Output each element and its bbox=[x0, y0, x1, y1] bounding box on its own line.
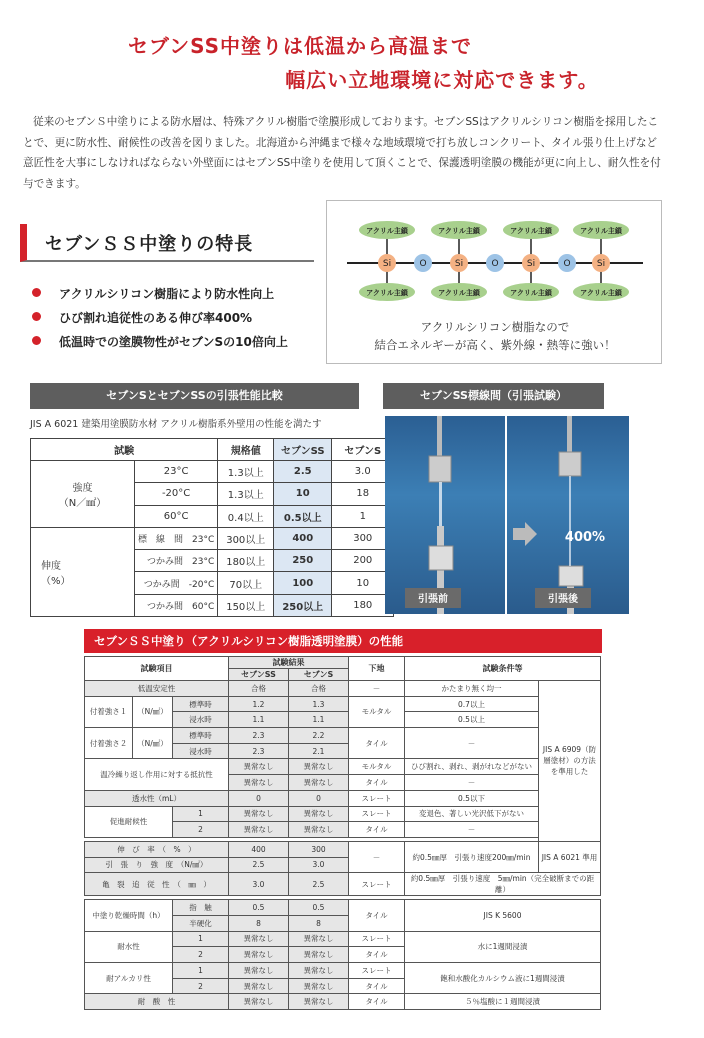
intro-paragraph: 従来のセブンＳ中塗りによる防水層は、特殊アクリル樹脂で塗膜形成しております。セブンSSはアクリルシリコン樹脂を採用したことで、更に防水性、耐候性の改善を図りました。北海道から沖縄まで様々な地域環境で打ち放しコンクリート、タイル張り仕上げなど意匠性を大事にしなければならない外壁面にはセブンSS中塗りを使用して頂くことで、保護透明塗膜の機能が更に向上し、耐久性を付与できます。 bbox=[23, 116, 661, 190]
jis-use-cell: JIS A 6909（防層塗材）の方法を準用した bbox=[539, 681, 601, 842]
svg-text:アクリル主鎖: アクリル主鎖 bbox=[438, 289, 480, 297]
diagram-caption-2: 結合エネルギーが高く、紫外線・熱等に強い！ bbox=[374, 338, 616, 352]
svg-text:アクリル主鎖: アクリル主鎖 bbox=[510, 289, 552, 297]
elong-label: 伸度 （%） bbox=[31, 527, 135, 616]
svg-text:引張前: 引張前 bbox=[418, 594, 448, 605]
diagram-caption-1: アクリルシリコン樹脂なので bbox=[420, 320, 570, 334]
molecule-diagram bbox=[326, 200, 662, 364]
performance-bar: セブンＳＳ中塗り（アクリルシリコン樹脂透明塗膜）の性能 bbox=[84, 629, 602, 653]
svg-text:Si: Si bbox=[382, 259, 392, 269]
svg-text:引張後: 引張後 bbox=[548, 594, 578, 605]
strength-label: 強度 （N／㎟） bbox=[31, 461, 135, 528]
headline-line1: セブンSS中塗りは低温から高温まで bbox=[127, 34, 473, 58]
svg-text:O: O bbox=[491, 259, 499, 269]
svg-text:O: O bbox=[419, 259, 427, 269]
comparison-table: 試験 規格値 セブンSS セブンS 強度 （N／㎟） 23°C 1.3以上 2.5 3.0 -20°C 1.3以上 10 18 60°C 0.4以上 0.5以上 1 伸度 （%） 標 線 間 23°C 300以上 400 300 つかみ間 23°C 180以上 250 200 つかみ間 -20°C 70以上 100 10 つかみ間 60°C 150以上 250以上 180 bbox=[30, 438, 394, 617]
svg-text:アクリル主鎖: アクリル主鎖 bbox=[366, 227, 408, 235]
feature-item: 低温時での塗膜物性がセブンSの10倍向上 bbox=[32, 333, 288, 350]
headline-line2: 幅広い立地環境に対応できます。 bbox=[285, 68, 599, 92]
photo-bar: セブンSS標線間（引張試験） bbox=[383, 383, 604, 409]
svg-text:Si: Si bbox=[526, 259, 536, 269]
svg-text:アクリル主鎖: アクリル主鎖 bbox=[580, 289, 622, 297]
svg-text:Si: Si bbox=[454, 259, 464, 269]
feature-item: ひび割れ追従性のある伸び率400% bbox=[32, 309, 252, 326]
tensile-test-photo bbox=[385, 416, 629, 614]
bullet-dot-icon bbox=[32, 288, 41, 297]
comparison-bar: セブンSとセブンSSの引張性能比較 bbox=[30, 383, 359, 409]
svg-text:O: O bbox=[563, 259, 571, 269]
bullet-dot-icon bbox=[32, 312, 41, 321]
performance-table: 試験項目 試験結果 下地 試験条件等 セブンSS セブンS 低温安定性 合格 合格 － かたまり無く均一 JIS A 6909（防層塗材）の方法を準用した 付着強さ１ （N/㎟） 標準時 1.2 1.3 モルタル 0.7以上 浸水時 1.1 1.1 0.5以上 付着強さ２ （N/㎟） 標準時 2.3 2.2 タイル － 浸水時 2.3 2.1 温冷繰り返し作用に対する抵抗性 異常なし 異常なし モルタル ひび割れ、剥れ、剥がれなどがない 異常なし 異常なし タイル － 透水性（mL） 0 0 スレート 0.5以下 促進耐候性 1 異常なし 異常なし スレート 変退色、著しい光沢低下がない 2 異常なし 異常なし タイル － 伸 び 率 （ % ） 400 300 － 約0.5㎜厚 引張り速度200㎜/min JIS A 6021 準用 引 張 り 強 度 （N/㎟） 2.5 3.0 亀 裂 追 従 性 （ ㎜ ） 3.0 2.5 スレート 約0.5㎜厚 引張り速度 5㎜/min（完全破断までの距離） 中塗り乾燥時間（h） 指 触 0.5 0.5 タイル JIS K 5600 半硬化 8 8 耐水性 1 異常なし 異常なし スレート 水に1週間浸漬 2 異常なし 異常なし タイル 耐アルカリ性 1 異常なし 異常なし スレート 飽和水酸化カルシウム液に1週間浸漬 2 異常なし 異常なし タイル 耐 酸 性 異常なし 異常なし タイル ５％塩酸に１週間浸漬 bbox=[84, 656, 601, 1010]
bullet-dot-icon bbox=[32, 336, 41, 345]
features-heading: セブンＳＳ中塗りの特長 bbox=[20, 224, 314, 262]
svg-text:400%: 400% bbox=[564, 530, 606, 545]
tensile-test-svg bbox=[385, 416, 629, 614]
svg-text:Si: Si bbox=[596, 259, 606, 269]
svg-text:アクリル主鎖: アクリル主鎖 bbox=[366, 289, 408, 297]
feature-item: アクリルシリコン樹脂により防水性向上 bbox=[32, 285, 274, 302]
svg-text:アクリル主鎖: アクリル主鎖 bbox=[580, 227, 622, 235]
svg-text:アクリル主鎖: アクリル主鎖 bbox=[510, 227, 552, 235]
svg-text:アクリル主鎖: アクリル主鎖 bbox=[438, 227, 480, 235]
jis-note: JIS A 6021 建築用塗膜防水材 アクリル樹脂系外壁用の性能を満たす bbox=[30, 419, 322, 430]
